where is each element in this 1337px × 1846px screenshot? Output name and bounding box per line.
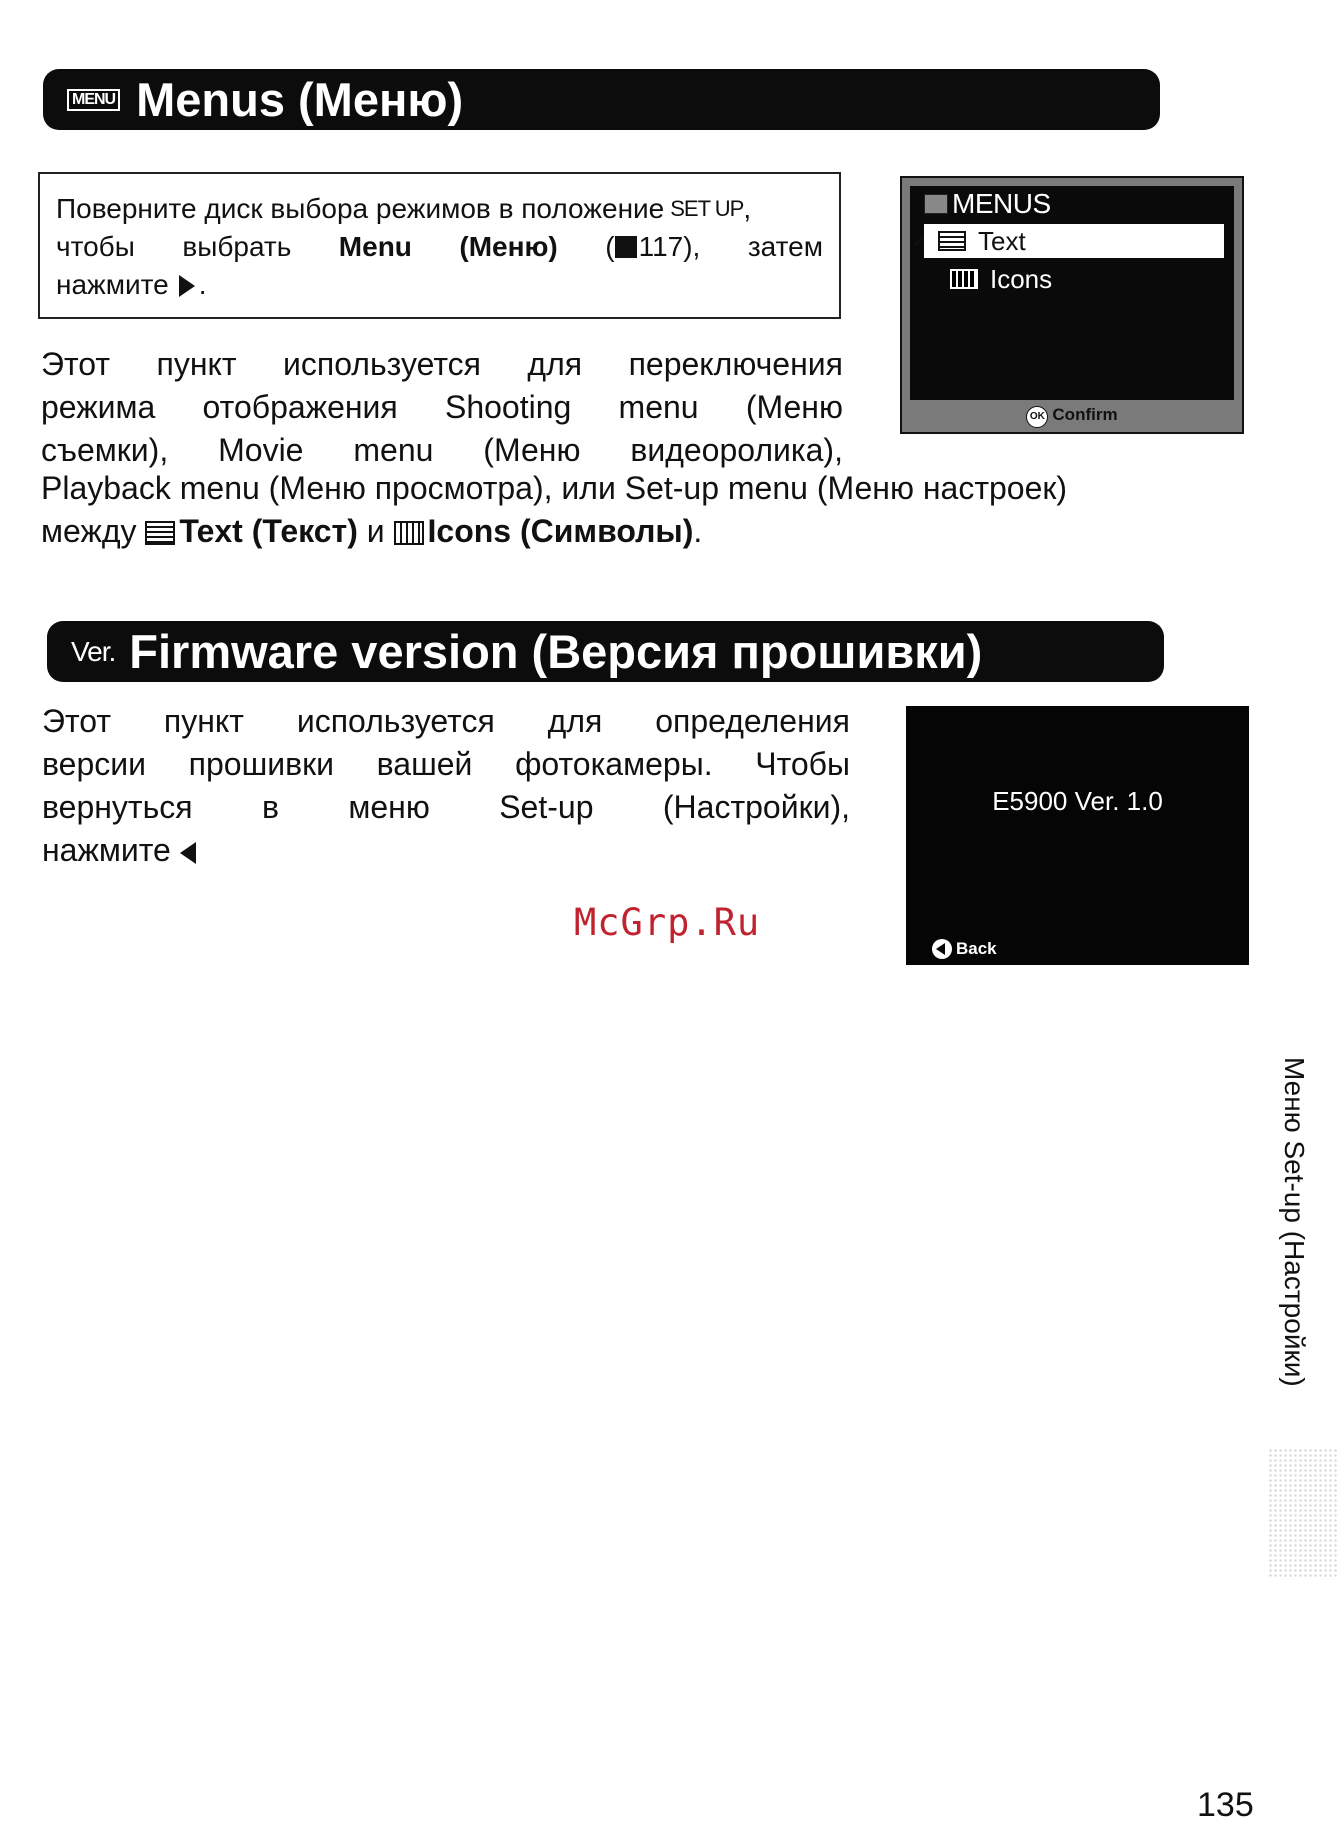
section-title: Menus (Меню) bbox=[136, 73, 464, 126]
back-arrow-icon bbox=[932, 939, 952, 959]
option-label: Icons bbox=[990, 263, 1053, 294]
word: пункт bbox=[156, 346, 237, 382]
screen-title-text: MENUS bbox=[952, 188, 1051, 219]
word: версии bbox=[42, 746, 146, 782]
paragraph-line bbox=[41, 429, 843, 472]
paragraph-line bbox=[41, 510, 1249, 553]
page-reference-icon bbox=[615, 236, 637, 258]
page-reference bbox=[605, 228, 700, 266]
firmware-version-text: E5900 Ver. 1.0 bbox=[992, 786, 1163, 816]
word: отображения bbox=[202, 389, 398, 425]
side-tab-marker bbox=[1268, 1448, 1337, 1578]
page-number: 135 bbox=[1197, 1786, 1254, 1824]
word: для bbox=[547, 703, 603, 739]
instruction-line-3 bbox=[56, 266, 823, 304]
word: определения bbox=[655, 703, 850, 739]
option-label: Text bbox=[978, 225, 1026, 256]
word: Shooting bbox=[444, 389, 572, 425]
instruction-line-2 bbox=[56, 228, 823, 266]
text-option-label: Text (Текст) bbox=[179, 513, 358, 549]
section-header-menus bbox=[43, 69, 1160, 130]
word: menu bbox=[353, 432, 434, 468]
instruction-line-1 bbox=[56, 190, 823, 228]
word: переключения bbox=[628, 346, 843, 382]
watermark: McGrp.Ru bbox=[574, 901, 761, 944]
page-reference-number: 117), bbox=[638, 231, 701, 262]
paren: ( bbox=[605, 231, 615, 262]
word: съемки), bbox=[41, 432, 169, 468]
period: . bbox=[693, 513, 703, 549]
word: режима bbox=[41, 389, 156, 425]
side-chapter-label: Меню Set-up (Настройки) bbox=[1279, 1057, 1310, 1387]
confirm-label: Confirm bbox=[1052, 405, 1118, 424]
instruction-comma: , bbox=[743, 193, 752, 224]
paragraph-line bbox=[42, 829, 850, 872]
word: menu bbox=[618, 389, 699, 425]
icons-grid-icon bbox=[950, 269, 978, 289]
word: Этот bbox=[41, 346, 111, 382]
word: фотокамеры. bbox=[515, 746, 713, 782]
section-title: Firmware version (Версия прошивки) bbox=[129, 625, 983, 678]
menu-option-icons[interactable] bbox=[924, 262, 1224, 296]
menu-icon: MENU bbox=[67, 89, 120, 111]
ok-button-icon: OK bbox=[1026, 406, 1048, 428]
text-list-icon bbox=[145, 521, 175, 545]
text-list-icon bbox=[938, 231, 966, 251]
setup-mode-label: SET UP bbox=[670, 196, 744, 221]
word: прошивки bbox=[188, 746, 334, 782]
word: Чтобы bbox=[755, 746, 850, 782]
word: меню bbox=[348, 789, 430, 825]
word: Этот bbox=[42, 703, 112, 739]
word: между bbox=[41, 513, 137, 549]
menu-label-ru: (Меню) bbox=[459, 231, 558, 262]
screen-title bbox=[924, 188, 1051, 220]
icons-grid-icon bbox=[394, 521, 424, 545]
menu-label: Menu bbox=[338, 231, 412, 262]
word: нажмите bbox=[56, 269, 169, 300]
instruction-text: Поверните диск выбора режимов в положение bbox=[56, 193, 665, 224]
check-icon: ✓ bbox=[912, 230, 928, 251]
right-arrow-icon bbox=[179, 266, 195, 304]
paragraph-text: Playback menu (Меню просмотра), или Set-up menu (Меню настроек) bbox=[41, 470, 1068, 506]
section-header-firmware bbox=[47, 621, 1164, 682]
icons-option-label: Icons (Символы) bbox=[427, 513, 694, 549]
paragraph-line bbox=[41, 343, 843, 386]
period: . bbox=[189, 832, 199, 868]
word: для bbox=[527, 346, 583, 382]
paragraph-line bbox=[42, 786, 850, 829]
word: используется bbox=[283, 346, 481, 382]
word: используется bbox=[296, 703, 495, 739]
paragraph-line bbox=[42, 743, 850, 786]
word: Set-up bbox=[499, 789, 594, 825]
screen-footer bbox=[902, 405, 1242, 428]
back-button[interactable] bbox=[932, 939, 997, 959]
version-icon: Ver. bbox=[71, 635, 116, 667]
paragraph-menus-continued bbox=[41, 467, 1249, 553]
paragraph-firmware bbox=[42, 700, 850, 872]
camera-screen-version bbox=[906, 706, 1249, 965]
word: затем bbox=[747, 231, 823, 262]
back-label: Back bbox=[956, 939, 997, 958]
word: Movie bbox=[218, 432, 304, 468]
word: вернуться bbox=[42, 789, 193, 825]
word: (Меню bbox=[745, 389, 843, 425]
word: нажмите bbox=[42, 832, 171, 868]
word: выбрать bbox=[182, 231, 292, 262]
word: (Настройки), bbox=[662, 789, 850, 825]
paragraph-line bbox=[42, 700, 850, 743]
period: . bbox=[198, 269, 207, 300]
paragraph-line bbox=[41, 386, 843, 429]
word: видеоролика), bbox=[630, 432, 843, 468]
word: вашей bbox=[376, 746, 473, 782]
paragraph-line bbox=[41, 467, 1249, 510]
instruction-box bbox=[38, 172, 841, 319]
word: в bbox=[261, 789, 279, 825]
paragraph-menus bbox=[41, 343, 843, 472]
menu-option-text[interactable] bbox=[912, 224, 1224, 258]
word: чтобы bbox=[56, 231, 135, 262]
word: и bbox=[366, 513, 385, 549]
menu-mini-icon bbox=[924, 194, 948, 214]
word: пункт bbox=[163, 703, 244, 739]
screen-display bbox=[910, 186, 1234, 400]
camera-screen-menus bbox=[900, 176, 1244, 434]
word: (Меню bbox=[483, 432, 581, 468]
